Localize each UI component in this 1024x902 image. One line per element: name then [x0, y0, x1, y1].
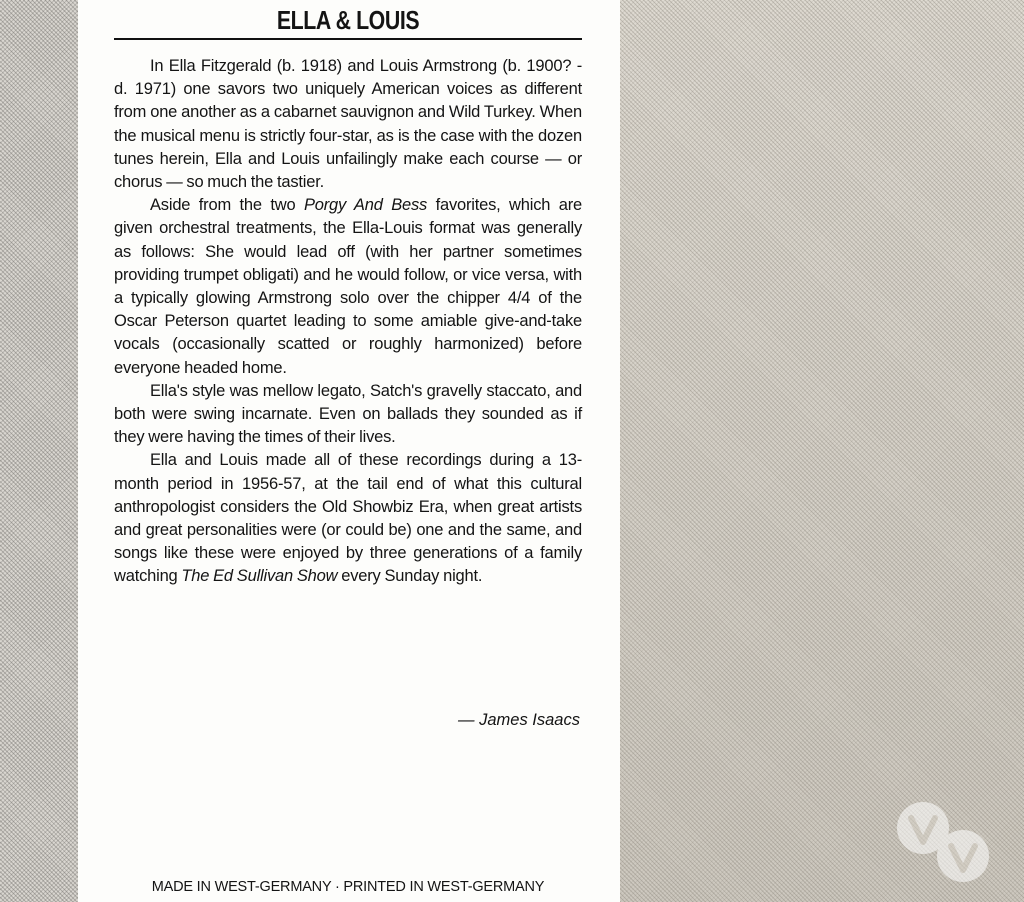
paragraph-text: Aside from the two	[150, 196, 304, 215]
paragraph-text: favorites, which are given orchestral treatments, the Ella-Louis format was generally as follows: She would lead off (with her partner sometimes providing trumpet obligati) and he would follow, or vice versa, with a typically glowing Armstrong solo over the chipper 4/4 of the Oscar Peterson quartet leading to some amiable give-and-take vocals (occasionally scatted or roughly harmonized) before everyone headed home.	[114, 196, 582, 377]
paragraph-text: every Sunday night.	[337, 567, 483, 586]
paragraph-text: Ella and Louis made all of these recordings during a 13-month period in 1956-57, at the tail end of what this cultural anthropologist considers the Old Showbiz Era, when great artists and great personalities were (or could be) one and the same, and songs like these were enjoyed by three generations of a family watching	[114, 451, 582, 586]
paragraph	[114, 380, 582, 450]
opera-title: Porgy And Bess	[303, 196, 428, 215]
paragraph-text: Ella's style was mellow legato, Satch's gravelly staccato, and both were swing incarnate. Even on ballads they sounded as if they were having the times of their lives.	[114, 381, 582, 447]
title-underline	[114, 38, 582, 40]
watermark-logo-icon	[885, 790, 1005, 890]
author-byline: — James Isaacs	[458, 711, 580, 729]
manufacturing-footer: MADE IN WEST-GERMANY · PRINTED IN WEST-GERMANY	[151, 879, 545, 895]
paragraph-text: In Ella Fitzgerald (b. 1918) and Louis Armstrong (b. 1900? - d. 1971) one savors two uniquely American voices as different from one another as a cabarnet sauvignon and Wild Turkey. When the musical menu is strictly four-star, as is the case with the dozen tunes herein, Ella and Louis unfailingly make each course — or chorus — so much the tastier.	[114, 57, 582, 192]
article-body	[114, 55, 582, 589]
left-halftone-strip	[0, 0, 78, 902]
paragraph	[114, 194, 582, 380]
paragraph	[114, 55, 582, 194]
page-title: ELLA & LOUIS	[276, 5, 420, 35]
paragraph	[114, 449, 582, 588]
show-title: The Ed Sullivan Show	[181, 567, 338, 586]
right-textured-panel	[620, 0, 1024, 902]
